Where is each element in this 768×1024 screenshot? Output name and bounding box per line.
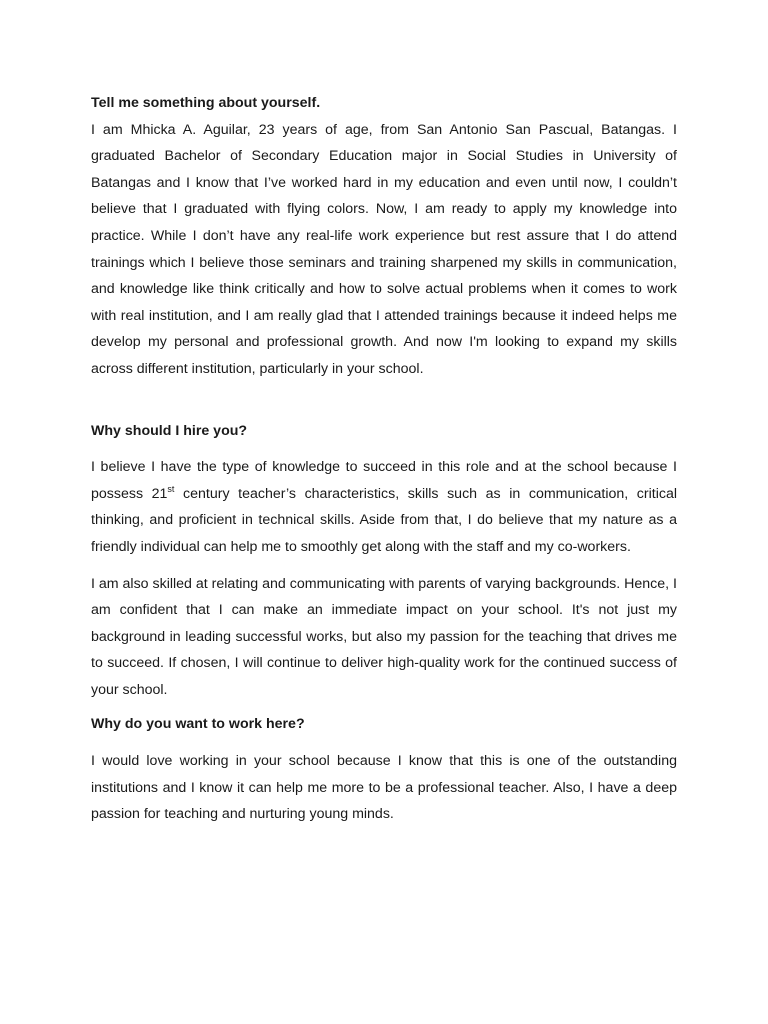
paragraph: I am also skilled at relating and communicating with parents of varying backgrounds. Hence, I am confident that I can make an immediate impact on your school. It's not just my background in leading successful works, but also my passion for the teaching that drives me to succeed. If chosen, I will continue to deliver high-quality work for the continued success of your school. [91,575,677,698]
section-heading: Tell me something about yourself. [91,95,321,111]
section-why-hire [91,418,677,704]
paragraph: I am Mhicka A. Aguilar, 23 years of age, from San Antonio San Pascual, Batangas. I graduated Bachelor of Secondary Education major in Social Studies in University of Batangas and I know that I’ve worked hard in my education and even until now, I couldn’t believe that I graduated with flying colors. Now, I am ready to apply my knowledge into practice. While I don’t have any real-life work experience but rest assure that I do attend trainings which I believe those seminars and training sharpened my skills in communication, and knowledge like think critically and how to solve actual problems when it comes to work with real institution, and I am really glad that I attended trainings because it indeed helps me develop my personal and professional growth. And now I'm looking to expand my skills across different institution, particularly in your school. [91,121,677,377]
paragraph-text-before: I believe I have the type of knowledge to succeed in this role and at the school because I possess 21 [91,459,677,502]
section-about-yourself [91,90,677,383]
section-heading: Why do you want to work here? [91,716,305,733]
section-heading: Why should I hire you? [91,422,248,439]
paragraph [91,454,677,560]
ordinal-superscript: st [167,483,175,494]
paragraph: I would love working in your school because I know that this is one of the outstanding institutions and I know it can help me more to be a professional teacher. Also, I have a deep passion for teaching and nurturing young minds. [91,753,677,823]
document-body [91,90,677,828]
section-why-work-here [91,711,677,827]
paragraph-text-after: century teacher’s characteristics, skills such as in communication, critical thinking, and proficient in technical skills. Aside from that, I do believe that my nature as a friendly individual can help me to smoothly get along with the staff and my co-workers. [91,485,677,555]
